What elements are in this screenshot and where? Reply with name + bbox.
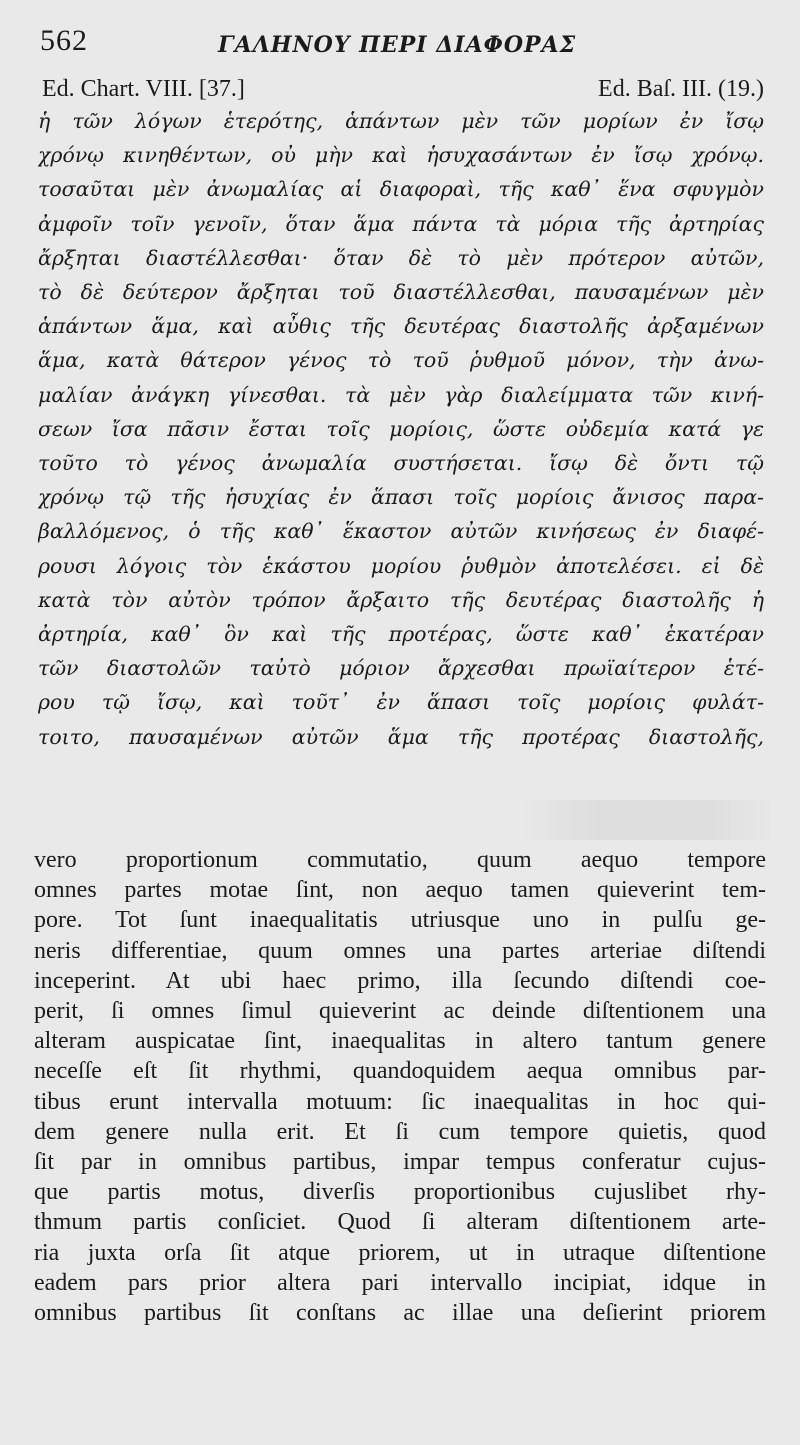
greek-line: μαλίαν ἀνάγκη γίνεσθαι. τὰ μὲν γὰρ διαλείμματα τῶν κινή- [38, 382, 764, 407]
latin-line: thmum partis conſiciet. Quod ſi alteram diſtentionem arte- [34, 1209, 766, 1236]
latin-line: pore. Tot ſunt inaequalitatis utriusque uno in pulſu ge- [34, 907, 766, 934]
greek-line: τοῦτο τὸ γένος ἀνωμαλία συστήσεται. ἴσῳ δὲ ὄντι τῷ [38, 451, 764, 476]
greek-line: τοσαῦται μὲν ἀνωμαλίας αἱ διαφοραὶ, τῆς καθ᾽ ἕνα σφυγμὸν [38, 177, 764, 202]
edition-reference-line [38, 76, 764, 106]
greek-line: τὸ δὲ δεύτερον ἄρξηται τοῦ διαστέλλεσθαι, παυσαμένων μὲν [38, 280, 764, 305]
greek-text-block [38, 104, 764, 754]
greek-line: ἀμφοῖν τοῖν γενοῖν, ὅταν ἅμα πάντα τὰ μόρια τῆς ἀρτηρίας [38, 211, 764, 236]
bleed-through-shadow [520, 800, 780, 840]
latin-line: omnibus partibus ſit conſtans ac illae una deſierint priorem [34, 1300, 766, 1327]
greek-line: ἀρτηρία, καθ᾽ ὃν καὶ τῆς προτέρας, ὥστε καθ᾽ ἑκατέραν [38, 622, 764, 647]
greek-line: ἄρξηται διαστέλλεσθαι· ὅταν δὲ τὸ μὲν πρότερον αὐτῶν, [38, 245, 764, 270]
greek-line: χρόνῳ κινηθέντων, οὐ μὴν καὶ ἡσυχασάντων ἐν ἴσῳ χρόνῳ. [38, 143, 764, 168]
latin-line: ria juxta orſa ſit atque priorem, ut in utraque diſtentione [34, 1239, 766, 1266]
edition-basel-reference: Ed. Baſ. III. (19.) [598, 76, 764, 102]
page-number: 562 [40, 24, 88, 57]
greek-line: χρόνῳ τῷ τῆς ἡσυχίας ἐν ἅπασι τοῖς μορίοις ἄνισος παρα- [38, 485, 764, 510]
latin-text-block [34, 845, 766, 1328]
greek-line: ρουσι λόγοις τὸν ἑκάστου μορίου ῥυθμὸν ἀποτελέσει. εἰ δὲ [38, 553, 764, 578]
greek-line: σεων ἴσα πᾶσιν ἔσται τοῖς μορίοις, ὥστε οὐδεμία κατά γε [38, 416, 764, 441]
latin-line: inceperint. At ubi haec primo, illa ſecundo diſtendi coe- [34, 967, 766, 994]
latin-line: tibus erunt intervalla motuum: ſic inaequalitas in hoc qui- [34, 1088, 766, 1115]
page-header [40, 24, 590, 70]
latin-line: eadem pars prior altera pari intervallo incipiat, idque in [34, 1269, 766, 1296]
greek-line: ἡ τῶν λόγων ἑτερότης, ἁπάντων μὲν τῶν μορίων ἐν ἴσῳ [38, 109, 764, 133]
edition-chartier-reference: Ed. Chart. VIII. [37.] [42, 76, 245, 102]
greek-line: τοιτο, παυσαμένων αὐτῶν ἅμα τῆς προτέρας διαστολῆς, [38, 724, 764, 749]
latin-line: neris differentiae, quum omnes una partes arteriae diſtendi [34, 937, 766, 964]
greek-line: ἁπάντων ἅμα, καὶ αὖθις τῆς δευτέρας διαστολῆς ἀρξαμένων [38, 314, 764, 339]
latin-line: perit, ſi omnes ſimul quieverint ac deinde diſtentionem una [34, 998, 766, 1025]
latin-line: que partis motus, diverſis proportionibus cujuslibet rhy- [34, 1179, 766, 1206]
latin-line: neceſſe eſt ſit rhythmi, quandoquidem aequa omnibus par- [34, 1058, 766, 1085]
greek-line: ἅμα, κατὰ θάτερον γένος τὸ τοῦ ῥυθμοῦ μόνον, τὴν ἀνω- [38, 348, 764, 373]
latin-line: alteram auspicatae ſint, inaequalitas in altero tantum genere [34, 1028, 766, 1055]
latin-line: vero proportionum commutatio, quum aequo tempore [34, 847, 766, 873]
latin-line: dem genere nulla erit. Et ſi cum tempore quietis, quod [34, 1118, 766, 1145]
latin-line: omnes partes motae ſint, non aequo tamen quieverint tem- [34, 877, 766, 904]
greek-line: ρου τῷ ἴσῳ, καὶ τοῦτ᾽ ἐν ἅπασι τοῖς μορίοις φυλάτ- [38, 690, 764, 715]
greek-line: βαλλόμενος, ὁ τῆς καθ᾽ ἕκαστον αὐτῶν κινήσεως ἐν διαφέ- [38, 519, 764, 544]
greek-line: κατὰ τὸν αὐτὸν τρόπον ἄρξαιτο τῆς δευτέρας διαστολῆς ἡ [38, 587, 764, 612]
greek-line: τῶν διαστολῶν ταὐτὸ μόριον ἄρχεσθαι πρωϊαίτερον ἑτέ- [38, 656, 764, 681]
latin-line: ſit par in omnibus partibus, impar tempus conferatur cujus- [34, 1149, 766, 1176]
running-title: ΓΑΛΗΝΟΥ ΠΕΡΙ ΔΙΑΦΟΡΑΣ [218, 32, 577, 58]
